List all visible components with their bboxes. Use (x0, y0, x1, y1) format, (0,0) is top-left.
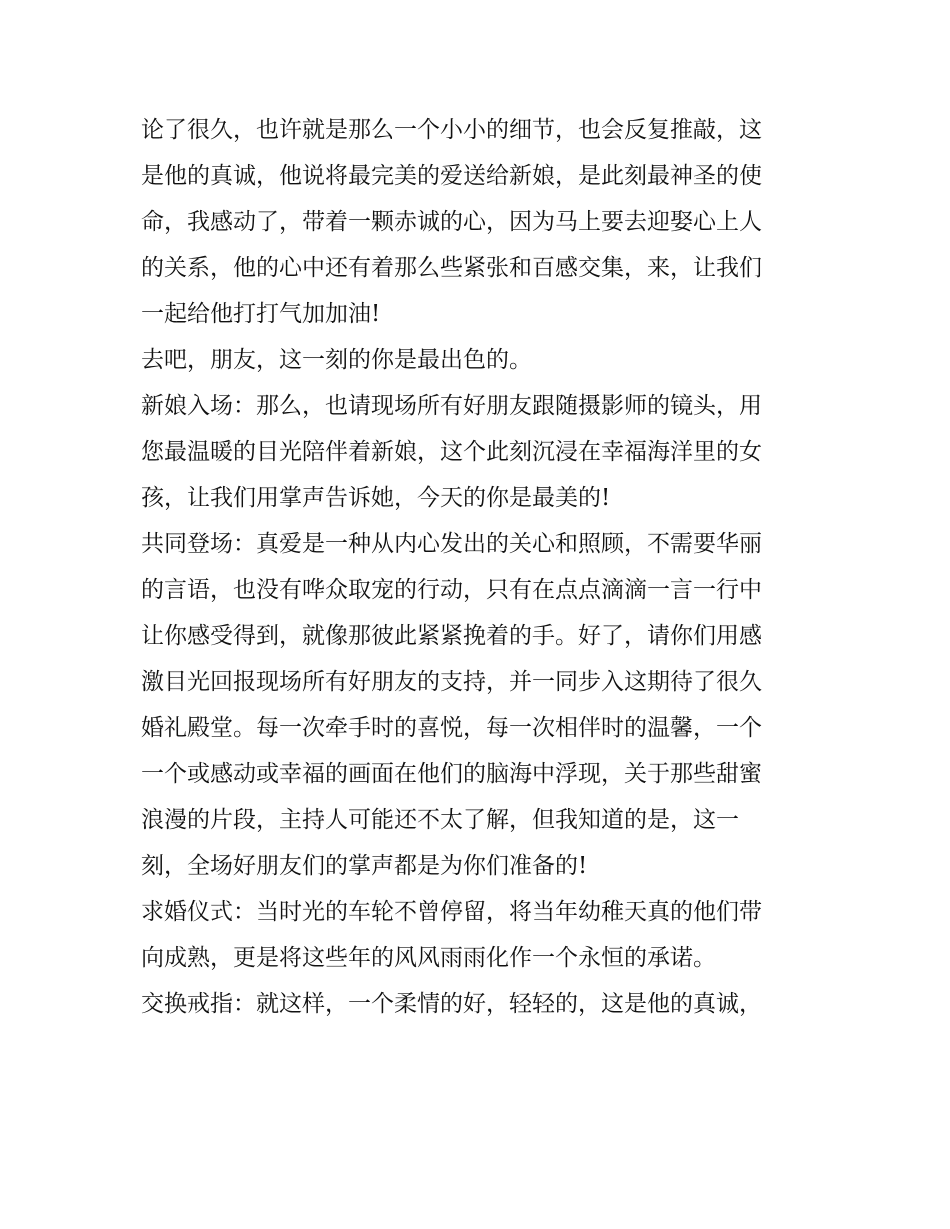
document-body (141, 107, 813, 1027)
text-line: 婚礼殿堂。每一次牵手时的喜悦，每一次相伴时的温馨，一个 (141, 715, 762, 741)
text-line: 激目光回报现场所有好朋友的支持，并一同步入这期待了很久 (141, 669, 762, 695)
text-line: 一个或感动或幸福的画面在他们的脑海中浮现，关于那些甜蜜 (141, 761, 762, 787)
text-line: 一起给他打打气加加油! (141, 301, 381, 327)
text-line: 刻，全场好朋友们的掌声都是为你们准备的! (141, 853, 588, 879)
text-line: 的言语，也没有哗众取宠的行动，只有在点点滴滴一言一行中 (141, 577, 762, 603)
text-line: 新娘入场：那么，也请现场所有好朋友跟随摄影师的镜头，用 (141, 393, 762, 419)
text-line: 求婚仪式：当时光的车轮不曾停留，将当年幼稚天真的他们带 (141, 899, 762, 925)
text-line: 孩，让我们用掌声告诉她，今天的你是最美的! (141, 485, 611, 511)
text-line: 向成熟，更是将这些年的风风雨雨化作一个永恒的承诺。 (141, 945, 716, 971)
text-line: 命，我感动了，带着一颗赤诚的心，因为马上要去迎娶心上人 (141, 209, 762, 235)
text-line: 您最温暖的目光陪伴着新娘，这个此刻沉浸在幸福海洋里的女 (141, 439, 762, 465)
text-line: 去吧，朋友，这一刻的你是最出色的。 (141, 347, 532, 373)
text-line: 共同登场：真爱是一种从内心发出的关心和照顾，不需要华丽 (141, 531, 762, 557)
text-line: 让你感受得到，就像那彼此紧紧挽着的手。好了，请你们用感 (141, 623, 762, 649)
text-line: 交换戒指：就这样，一个柔情的好，轻轻的，这是他的真诚， (141, 991, 762, 1017)
text-line: 是他的真诚，他说将最完美的爱送给新娘，是此刻最神圣的使 (141, 163, 762, 189)
text-line: 浪漫的片段，主持人可能还不太了解，但我知道的是，这一 (141, 807, 739, 833)
text-line: 论了很久，也许就是那么一个小小的细节，也会反复推敲，这 (141, 117, 762, 143)
text-line: 的关系，他的心中还有着那么些紧张和百感交集，来，让我们 (141, 255, 762, 281)
